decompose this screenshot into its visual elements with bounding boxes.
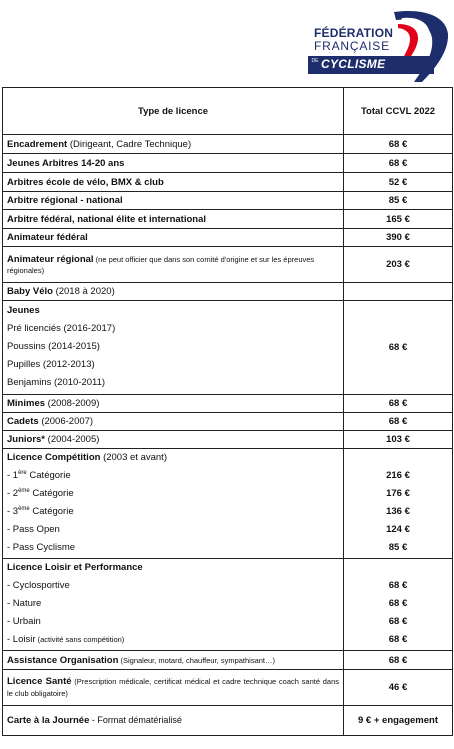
table-row xyxy=(3,210,453,229)
licence-price-table xyxy=(2,87,453,736)
jeunes-item: Pré licenciés (2016-2017) xyxy=(7,323,116,334)
table-row-sante xyxy=(3,670,453,706)
loisir-title: Licence Loisir et Performance xyxy=(7,562,143,573)
row-price: 9 € + engagement xyxy=(344,706,453,736)
table-row xyxy=(3,283,453,301)
table-row-jeunes xyxy=(3,301,453,395)
row-detail: (Dirigeant, Cadre Technique) xyxy=(67,138,192,150)
row-price: 68 € xyxy=(344,651,453,670)
jeunes-item: Pupilles (2012-2013) xyxy=(7,359,95,370)
logo-de: DE xyxy=(311,58,319,64)
competition-price: 176 € xyxy=(386,488,410,499)
row-label: Licence Santé xyxy=(7,675,72,687)
loisir-item: - Loisir (activité sans compétition) xyxy=(7,634,125,645)
row-label: Baby Vélo xyxy=(7,286,53,297)
row-price: 68 € xyxy=(344,135,453,154)
row-detail: (Signaleur, motard, chauffeur, sympathisant…) xyxy=(118,655,276,665)
competition-item: - 2ème Catégorie xyxy=(7,487,74,499)
table-header-row xyxy=(3,88,453,135)
row-label: Assistance Organisation xyxy=(7,654,119,666)
row-detail: (2008-2009) xyxy=(45,398,100,409)
logo-band xyxy=(308,56,434,74)
competition-title: Licence Compétition xyxy=(7,452,101,463)
row-detail: - Format dématérialisé xyxy=(89,715,182,725)
row-label: Carte à la Journée xyxy=(7,715,90,726)
row-price: 203 € xyxy=(344,247,453,283)
competition-item: - 1ère Catégorie xyxy=(7,469,71,481)
table-row-journee xyxy=(3,706,453,736)
competition-title-line xyxy=(7,449,339,467)
row-price: 390 € xyxy=(344,229,453,247)
table-row xyxy=(3,192,453,210)
competition-item: - Pass Cyclisme xyxy=(7,542,76,553)
table-row xyxy=(3,431,453,449)
row-price: 68 € xyxy=(344,413,453,431)
logo-line-francaise: FRANÇAISE xyxy=(314,39,390,53)
loisir-item: - Nature xyxy=(7,598,42,609)
table-row xyxy=(3,413,453,431)
table-row-competition xyxy=(3,449,453,559)
table-row-loisir xyxy=(3,559,453,651)
row-price: 68 € xyxy=(344,395,453,413)
row-label: Encadrement xyxy=(7,138,68,150)
row-detail: (Prescription médicale, certificat médical et cadre technique coach santé dans le club obligatoire) xyxy=(7,676,340,698)
col-header-type: Type de licence xyxy=(3,88,344,135)
jeunes-item: Benjamins (2010-2011) xyxy=(7,377,106,388)
ffc-logo xyxy=(306,8,452,84)
table-row xyxy=(3,395,453,413)
jeunes-item: Poussins (2014-2015) xyxy=(7,341,100,352)
row-price: 52 € xyxy=(344,173,453,192)
table-row xyxy=(3,229,453,247)
jeunes-title: Jeunes xyxy=(7,305,40,316)
row-label: Animateur régional xyxy=(7,253,94,265)
logo-line-federation: FÉDÉRATION xyxy=(314,26,394,40)
row-price: 85 € xyxy=(344,192,453,210)
competition-price: 85 € xyxy=(388,542,408,553)
competition-price-blank xyxy=(348,449,448,467)
row-detail: (ne peut officier que dans son comité d'origine et sur les épreuves régionales) xyxy=(7,254,315,275)
competition-price: 136 € xyxy=(386,506,410,517)
row-price: 46 € xyxy=(344,670,453,706)
row-detail: (2006-2007) xyxy=(38,416,94,427)
competition-title-detail: (2003 et avant) xyxy=(100,452,167,463)
col-header-total: Total CCVL 2022 xyxy=(344,88,453,135)
competition-item: - 3ème Catégorie xyxy=(7,505,74,517)
row-detail: (2018 à 2020) xyxy=(52,286,115,297)
loisir-price: 68 € xyxy=(388,634,408,645)
table-row xyxy=(3,135,453,154)
loisir-price-blank xyxy=(348,559,448,577)
row-label: Minimes xyxy=(7,398,46,409)
row-label: Animateur fédéral xyxy=(7,232,88,243)
row-label: Juniors* xyxy=(7,434,46,445)
loisir-item: - Urbain xyxy=(7,616,41,627)
logo-line-cyclisme: CYCLISME xyxy=(321,57,386,71)
row-label: Arbitre fédéral, national élite et international xyxy=(7,213,207,225)
row-label: Arbitre régional - national xyxy=(7,195,123,206)
competition-item: - Pass Open xyxy=(7,524,60,535)
row-price: 165 € xyxy=(344,210,453,229)
table-row xyxy=(3,247,453,283)
competition-price: 216 € xyxy=(386,470,410,481)
row-label: Cadets xyxy=(7,416,39,427)
loisir-item: - Cyclosportive xyxy=(7,580,70,591)
table-row xyxy=(3,154,453,173)
table-row-assistance xyxy=(3,651,453,670)
table-row xyxy=(3,173,453,192)
loisir-price: 68 € xyxy=(388,616,408,627)
row-label: Arbitres école de vélo, BMX & club xyxy=(7,176,164,188)
competition-price: 124 € xyxy=(386,524,410,535)
loisir-price: 68 € xyxy=(388,598,408,609)
row-label: Jeunes Arbitres 14-20 ans xyxy=(7,157,125,169)
row-price: 68 € xyxy=(344,301,453,395)
row-price xyxy=(344,283,453,301)
row-price: 103 € xyxy=(344,431,453,449)
row-price: 68 € xyxy=(344,154,453,173)
row-detail: (2004-2005) xyxy=(45,434,100,445)
loisir-price: 68 € xyxy=(388,580,408,591)
